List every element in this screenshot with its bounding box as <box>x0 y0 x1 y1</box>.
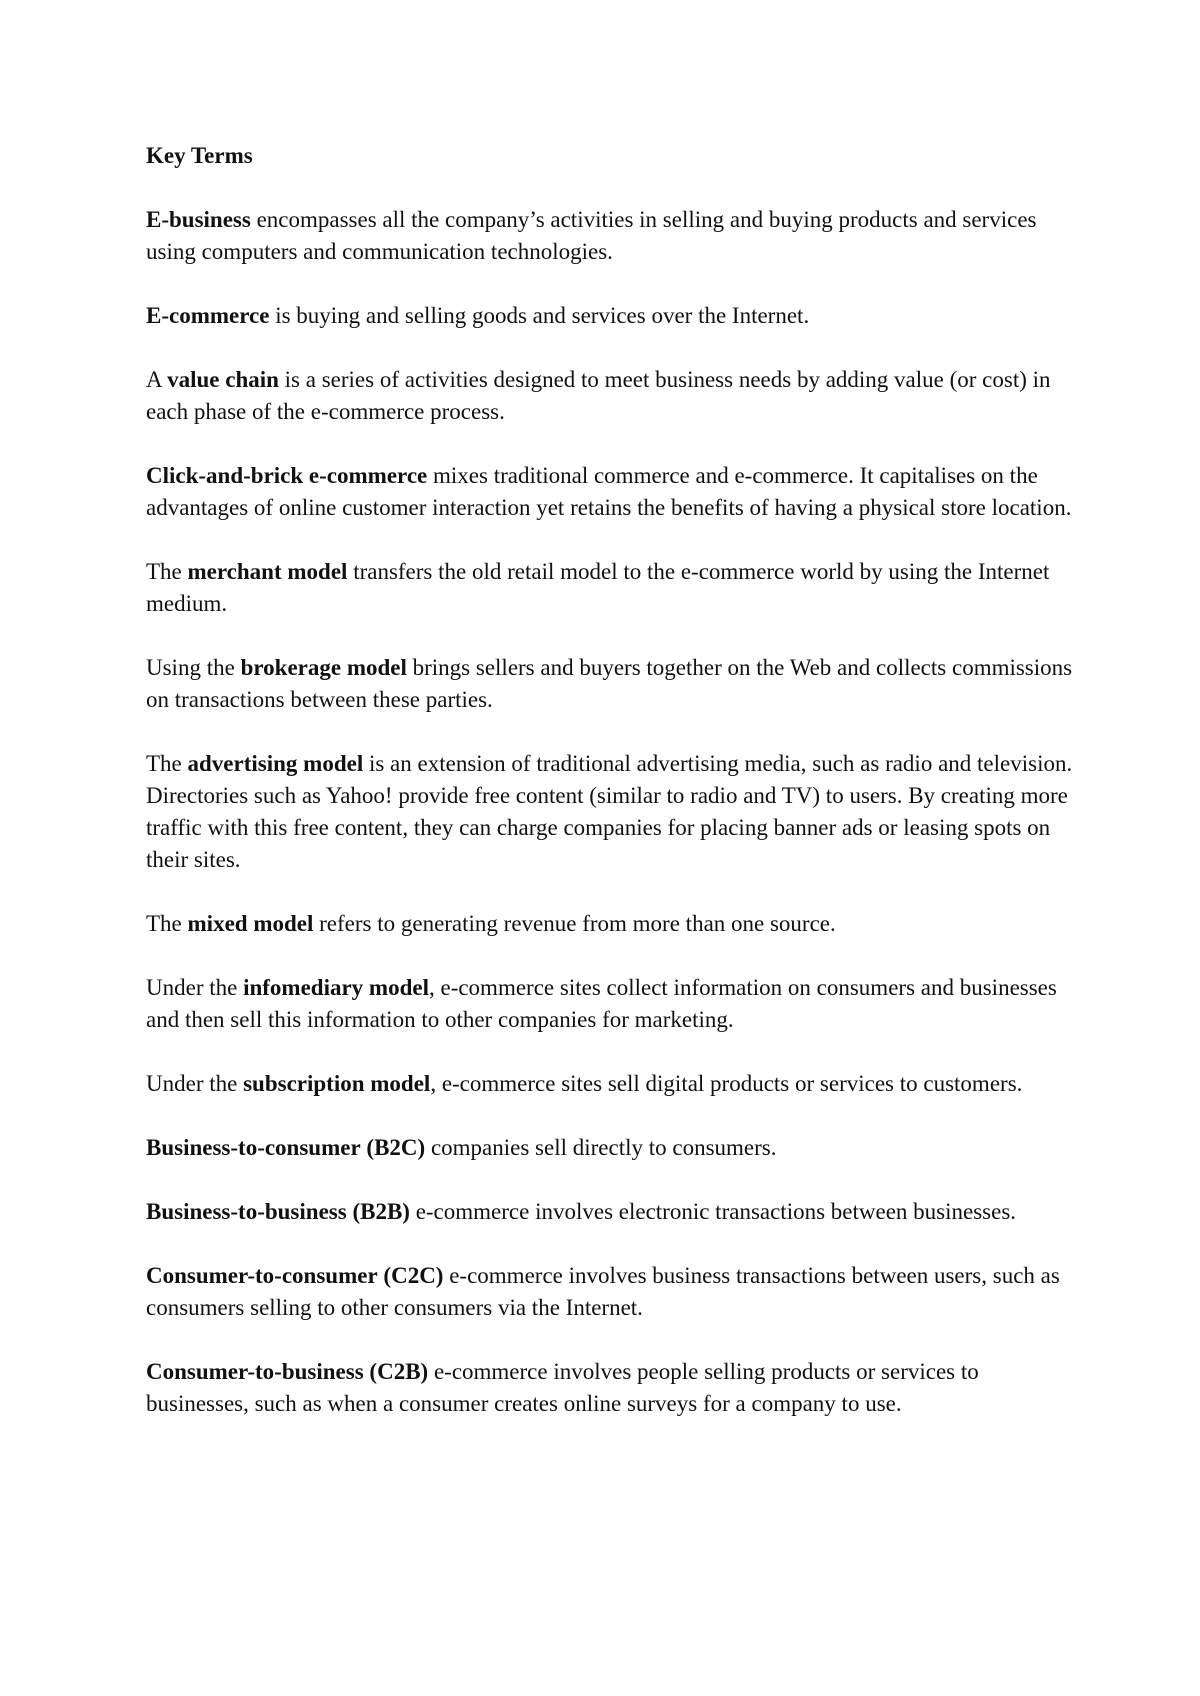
term-definition <box>146 204 1076 268</box>
term-text: is an extension of traditional advertising media, such as radio and television. Directories such as Yahoo! provide free content (similar to radio and TV) to users. By creating more traffic with this free content, they can charge companies for placing banner ads or leasing spots on their sites. <box>146 751 1073 872</box>
term-text: brings sellers and buyers together on the Web and collects commissions on transactions between these parties. <box>146 655 1073 712</box>
term-text: e-commerce involves people selling products or services to businesses, such as when a consumer creates online surveys for a company to use. <box>146 1359 979 1416</box>
term-name: Business-to-consumer <box>146 1135 361 1160</box>
term-abbreviation: (B2B) <box>352 1199 410 1224</box>
term-definition <box>146 300 1076 332</box>
term-name: advertising model <box>187 751 364 776</box>
term-text: e-commerce involves business transactions between users, such as consumers selling to other consumers via the Internet. <box>146 1263 1060 1320</box>
term-text: encompasses all the company’s activities in selling and buying products and services using computers and communication technologies. <box>146 207 1037 264</box>
term-prefix: Under the <box>146 975 244 1000</box>
term-text: is a series of activities designed to meet business needs by adding value (or cost) in each phase of the e-commerce process. <box>146 367 1051 424</box>
term-abbreviation: (C2B) <box>369 1359 429 1384</box>
term-definition <box>146 1260 1076 1324</box>
term-definition <box>146 748 1076 876</box>
term-name: E-business <box>146 207 251 232</box>
term-name: Consumer-to-consumer <box>146 1263 378 1288</box>
document-body <box>146 140 1076 1452</box>
term-prefix: Under the <box>146 1071 244 1096</box>
term-text: companies sell directly to consumers. <box>425 1135 777 1160</box>
term-prefix: Using the <box>146 655 241 680</box>
term-name: mixed model <box>187 911 314 936</box>
term-name: brokerage model <box>240 655 407 680</box>
term-name: Business-to-business <box>146 1199 347 1224</box>
term-definition <box>146 1132 1076 1164</box>
term-name: infomediary model <box>243 975 429 1000</box>
term-abbreviation: (B2C) <box>366 1135 426 1160</box>
term-definition <box>146 972 1076 1036</box>
term-definition <box>146 556 1076 620</box>
term-text: refers to generating revenue from more than one source. <box>313 911 836 936</box>
term-name: Click-and-brick e-commerce <box>146 463 428 488</box>
term-definition <box>146 652 1076 716</box>
page-title: Key Terms <box>146 143 253 168</box>
term-definition <box>146 364 1076 428</box>
term-prefix: A <box>146 367 168 392</box>
term-text: mixes traditional commerce and e-commerce. It capitalises on the advantages of online customer interaction yet retains the benefits of having a physical store location. <box>146 463 1072 520</box>
term-name: merchant model <box>187 559 348 584</box>
term-abbreviation: (C2C) <box>383 1263 444 1288</box>
term-definition <box>146 460 1076 524</box>
term-definition <box>146 1356 1076 1420</box>
term-definition <box>146 1068 1076 1100</box>
term-text: , e-commerce sites sell digital products or services to customers. <box>430 1071 1023 1096</box>
term-text: is buying and selling goods and services over the Internet. <box>269 303 810 328</box>
term-name: value chain <box>167 367 279 392</box>
term-name: Consumer-to-business <box>146 1359 364 1384</box>
term-text: e-commerce involves electronic transactions between businesses. <box>409 1199 1017 1224</box>
term-prefix: The <box>146 911 188 936</box>
term-definition <box>146 908 1076 940</box>
term-definition <box>146 1196 1076 1228</box>
term-name: E-commerce <box>146 303 270 328</box>
term-prefix: The <box>146 751 188 776</box>
term-text: , e-commerce sites collect information on consumers and businesses and then sell this information to other companies for marketing. <box>146 975 1057 1032</box>
term-name: subscription model <box>243 1071 431 1096</box>
term-prefix: The <box>146 559 188 584</box>
term-text: transfers the old retail model to the e-commerce world by using the Internet medium. <box>146 559 1050 616</box>
